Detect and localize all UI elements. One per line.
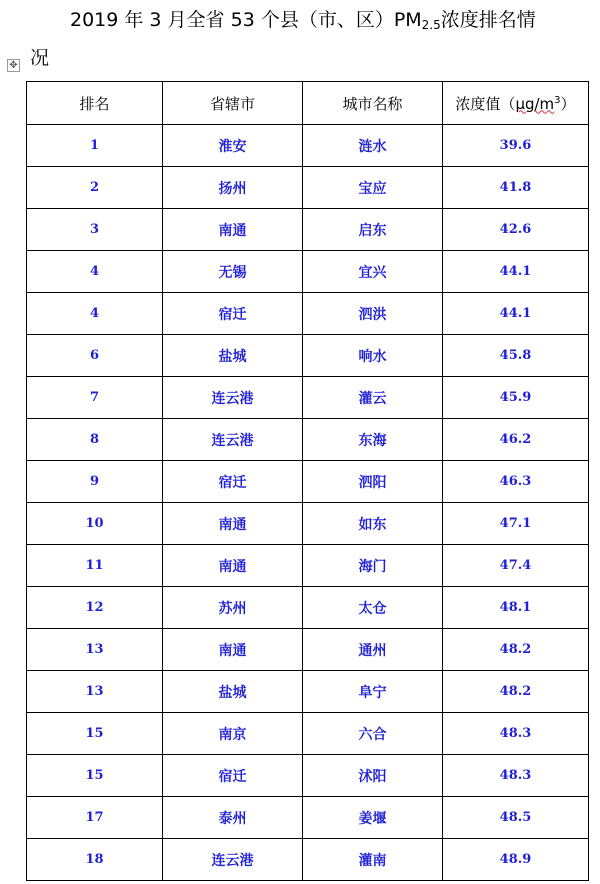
cell-province-city: 南通: [163, 545, 303, 587]
cell-rank: 4: [27, 251, 163, 293]
cell-concentration: 48.1: [443, 587, 589, 629]
cell-city-name: 六合: [303, 713, 443, 755]
header-concentration: [443, 82, 589, 125]
cell-city-name: 沭阳: [303, 755, 443, 797]
table-row: [27, 797, 589, 839]
cell-concentration: 48.9: [443, 839, 589, 881]
cell-rank: 2: [27, 167, 163, 209]
cell-concentration: 44.1: [443, 251, 589, 293]
cell-province-city: 无锡: [163, 251, 303, 293]
cell-province-city: 南京: [163, 713, 303, 755]
cell-rank: 13: [27, 629, 163, 671]
cell-city-name: 灌南: [303, 839, 443, 881]
cell-city-name: 通州: [303, 629, 443, 671]
title-text: 2019 年 3 月全省 53 个县（市、区）PM: [70, 9, 422, 31]
table-row: [27, 167, 589, 209]
cell-province-city: 扬州: [163, 167, 303, 209]
cell-city-name: 太仓: [303, 587, 443, 629]
table-row: [27, 377, 589, 419]
table-row: [27, 587, 589, 629]
table-header-row: [27, 82, 589, 125]
document-title-continued: 况: [30, 47, 50, 69]
cell-concentration: 47.4: [443, 545, 589, 587]
cell-concentration: 48.2: [443, 629, 589, 671]
cell-rank: 3: [27, 209, 163, 251]
cell-province-city: 宿迁: [163, 461, 303, 503]
cell-rank: 4: [27, 293, 163, 335]
cell-concentration: 48.2: [443, 671, 589, 713]
cell-concentration: 42.6: [443, 209, 589, 251]
cell-rank: 15: [27, 713, 163, 755]
cell-province-city: 连云港: [163, 419, 303, 461]
cell-rank: 17: [27, 797, 163, 839]
cell-concentration: 48.3: [443, 713, 589, 755]
cell-concentration: 45.8: [443, 335, 589, 377]
header-rank: 排名: [27, 82, 163, 125]
cell-concentration: 44.1: [443, 293, 589, 335]
table-row: [27, 125, 589, 167]
cell-city-name: 启东: [303, 209, 443, 251]
table-row: [27, 461, 589, 503]
cell-rank: 13: [27, 671, 163, 713]
header-city-name: 城市名称: [303, 82, 443, 125]
table-row: [27, 335, 589, 377]
table-row: [27, 839, 589, 881]
cell-city-name: 泗阳: [303, 461, 443, 503]
cell-concentration: 46.2: [443, 419, 589, 461]
header-conc-suffix: ）: [560, 94, 576, 113]
table-row: [27, 671, 589, 713]
cell-rank: 8: [27, 419, 163, 461]
cell-concentration: 47.1: [443, 503, 589, 545]
cell-city-name: 响水: [303, 335, 443, 377]
cell-concentration: 45.9: [443, 377, 589, 419]
table-row: [27, 503, 589, 545]
cell-city-name: 涟水: [303, 125, 443, 167]
cell-rank: 6: [27, 335, 163, 377]
cell-rank: 18: [27, 839, 163, 881]
table-body: [27, 125, 589, 881]
cell-province-city: 宿迁: [163, 293, 303, 335]
cell-province-city: 南通: [163, 503, 303, 545]
cell-province-city: 盐城: [163, 671, 303, 713]
cell-city-name: 宝应: [303, 167, 443, 209]
cell-rank: 11: [27, 545, 163, 587]
cell-province-city: 南通: [163, 629, 303, 671]
cell-province-city: 宿迁: [163, 755, 303, 797]
cell-concentration: 39.6: [443, 125, 589, 167]
cell-city-name: 宜兴: [303, 251, 443, 293]
cell-concentration: 48.3: [443, 755, 589, 797]
header-conc-prefix: 浓度值（: [455, 94, 516, 113]
cell-province-city: 南通: [163, 209, 303, 251]
table-row: [27, 293, 589, 335]
cell-city-name: 泗洪: [303, 293, 443, 335]
cell-rank: 15: [27, 755, 163, 797]
cell-city-name: 如东: [303, 503, 443, 545]
cell-province-city: 淮安: [163, 125, 303, 167]
cell-rank: 1: [27, 125, 163, 167]
header-province-city: 省辖市: [163, 82, 303, 125]
table-row: [27, 209, 589, 251]
document-title: [70, 6, 536, 39]
cell-concentration: 46.3: [443, 461, 589, 503]
cell-province-city: 盐城: [163, 335, 303, 377]
cell-rank: 12: [27, 587, 163, 629]
header-conc-sup: 3: [554, 94, 561, 106]
ranking-table: [26, 81, 589, 881]
title-text-end: 浓度排名情: [440, 9, 536, 31]
table-row: [27, 251, 589, 293]
cell-concentration: 48.5: [443, 797, 589, 839]
cell-rank: 7: [27, 377, 163, 419]
cell-city-name: 东海: [303, 419, 443, 461]
cell-city-name: 灌云: [303, 377, 443, 419]
cell-city-name: 阜宁: [303, 671, 443, 713]
table-row: [27, 755, 589, 797]
title-subscript: 2.5: [421, 18, 441, 32]
cell-province-city: 泰州: [163, 797, 303, 839]
cell-province-city: 苏州: [163, 587, 303, 629]
cell-rank: 9: [27, 461, 163, 503]
table-row: [27, 419, 589, 461]
cell-city-name: 海门: [303, 545, 443, 587]
cell-province-city: 连云港: [163, 839, 303, 881]
cell-province-city: 连云港: [163, 377, 303, 419]
cell-city-name: 姜堰: [303, 797, 443, 839]
table-move-handle-icon[interactable]: ✥: [7, 59, 20, 72]
cell-concentration: 41.8: [443, 167, 589, 209]
table-row: [27, 629, 589, 671]
table-row: [27, 713, 589, 755]
header-conc-unit: μg/m: [515, 94, 555, 113]
cell-rank: 10: [27, 503, 163, 545]
table-row: [27, 545, 589, 587]
